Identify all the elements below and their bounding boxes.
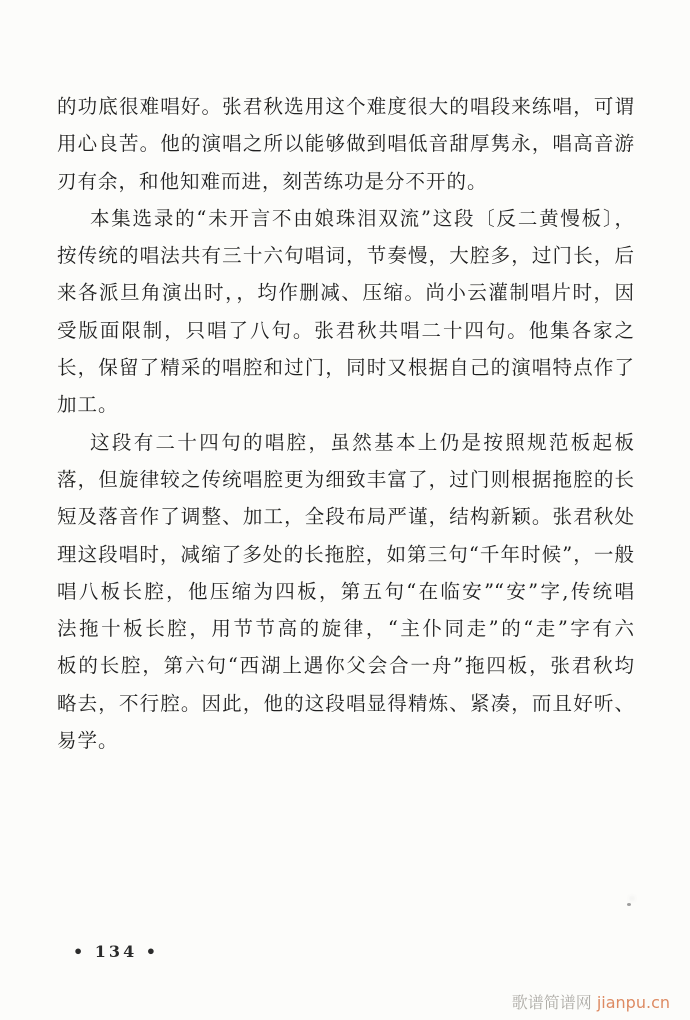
- text-line: 这段有二十四句的唱腔，虽然基本上仍是按照规范板起板: [90, 430, 634, 454]
- text-line: 理这段唱时，减缩了多处的长拖腔，如第三句“千年时候”，一般: [57, 542, 634, 566]
- text-line: 来各派旦角演出时，，均作删减、压缩。尚小云灌制唱片时，因: [57, 281, 634, 305]
- text-line: 加工。: [57, 393, 119, 417]
- watermark-site-url: jianpu.cn: [596, 993, 670, 1012]
- text-line: 长，保留了精采的唱腔和过门，同时又根据自己的演唱特点作了: [57, 356, 634, 380]
- text-line: 用心良苦。他的演唱之所以能够做到唱低音甜厚隽永，唱高音游: [57, 132, 634, 156]
- text-line: 略去，不行腔。因此，他的这段唱显得精炼、紧凑，而且好听、: [57, 691, 634, 715]
- text-block: [57, 88, 634, 759]
- scan-speck-artifact: [627, 903, 631, 906]
- text-line: 受版面限制，只唱了八句。张君秋共唱二十四句。他集各家之: [57, 318, 634, 342]
- text-line: 唱八板长腔，他压缩为四板，第五句“在临安”“安”字,传统唱: [57, 579, 634, 603]
- text-line: 板的长腔，第六句“西湖上遇你父会合一舟”拖四板，张君秋均: [57, 654, 634, 678]
- text-line: 易学。: [57, 729, 119, 753]
- text-line: 按传统的唱法共有三十六句唱词，节奏慢，大腔多，过门长，后: [57, 244, 634, 268]
- text-line: 刃有余，和他知难而进，刻苦练功是分不开的。: [57, 169, 488, 193]
- page-number: • 134 •: [73, 942, 159, 961]
- text-line: 本集选录的“未开言不由娘珠泪双流”这段〔反二黄慢板〕，: [90, 206, 634, 230]
- text-line: 的功底很难唱好。张君秋选用这个难度很大的唱段来练唱，可谓: [57, 95, 634, 118]
- text-line: 短及落音作了调整、加工，全段布局严谨，结构新颖。张君秋处: [57, 505, 634, 529]
- watermark: [512, 990, 670, 1013]
- text-line: 落，但旋律较之传统唱腔更为细致丰富了，过门则根据拖腔的长: [57, 467, 634, 491]
- text-line: 法拖十板长腔，用节节高的旋律，“主仆同走”的“走”字有六: [57, 617, 634, 641]
- watermark-site-name: 歌谱简谱网: [511, 993, 592, 1012]
